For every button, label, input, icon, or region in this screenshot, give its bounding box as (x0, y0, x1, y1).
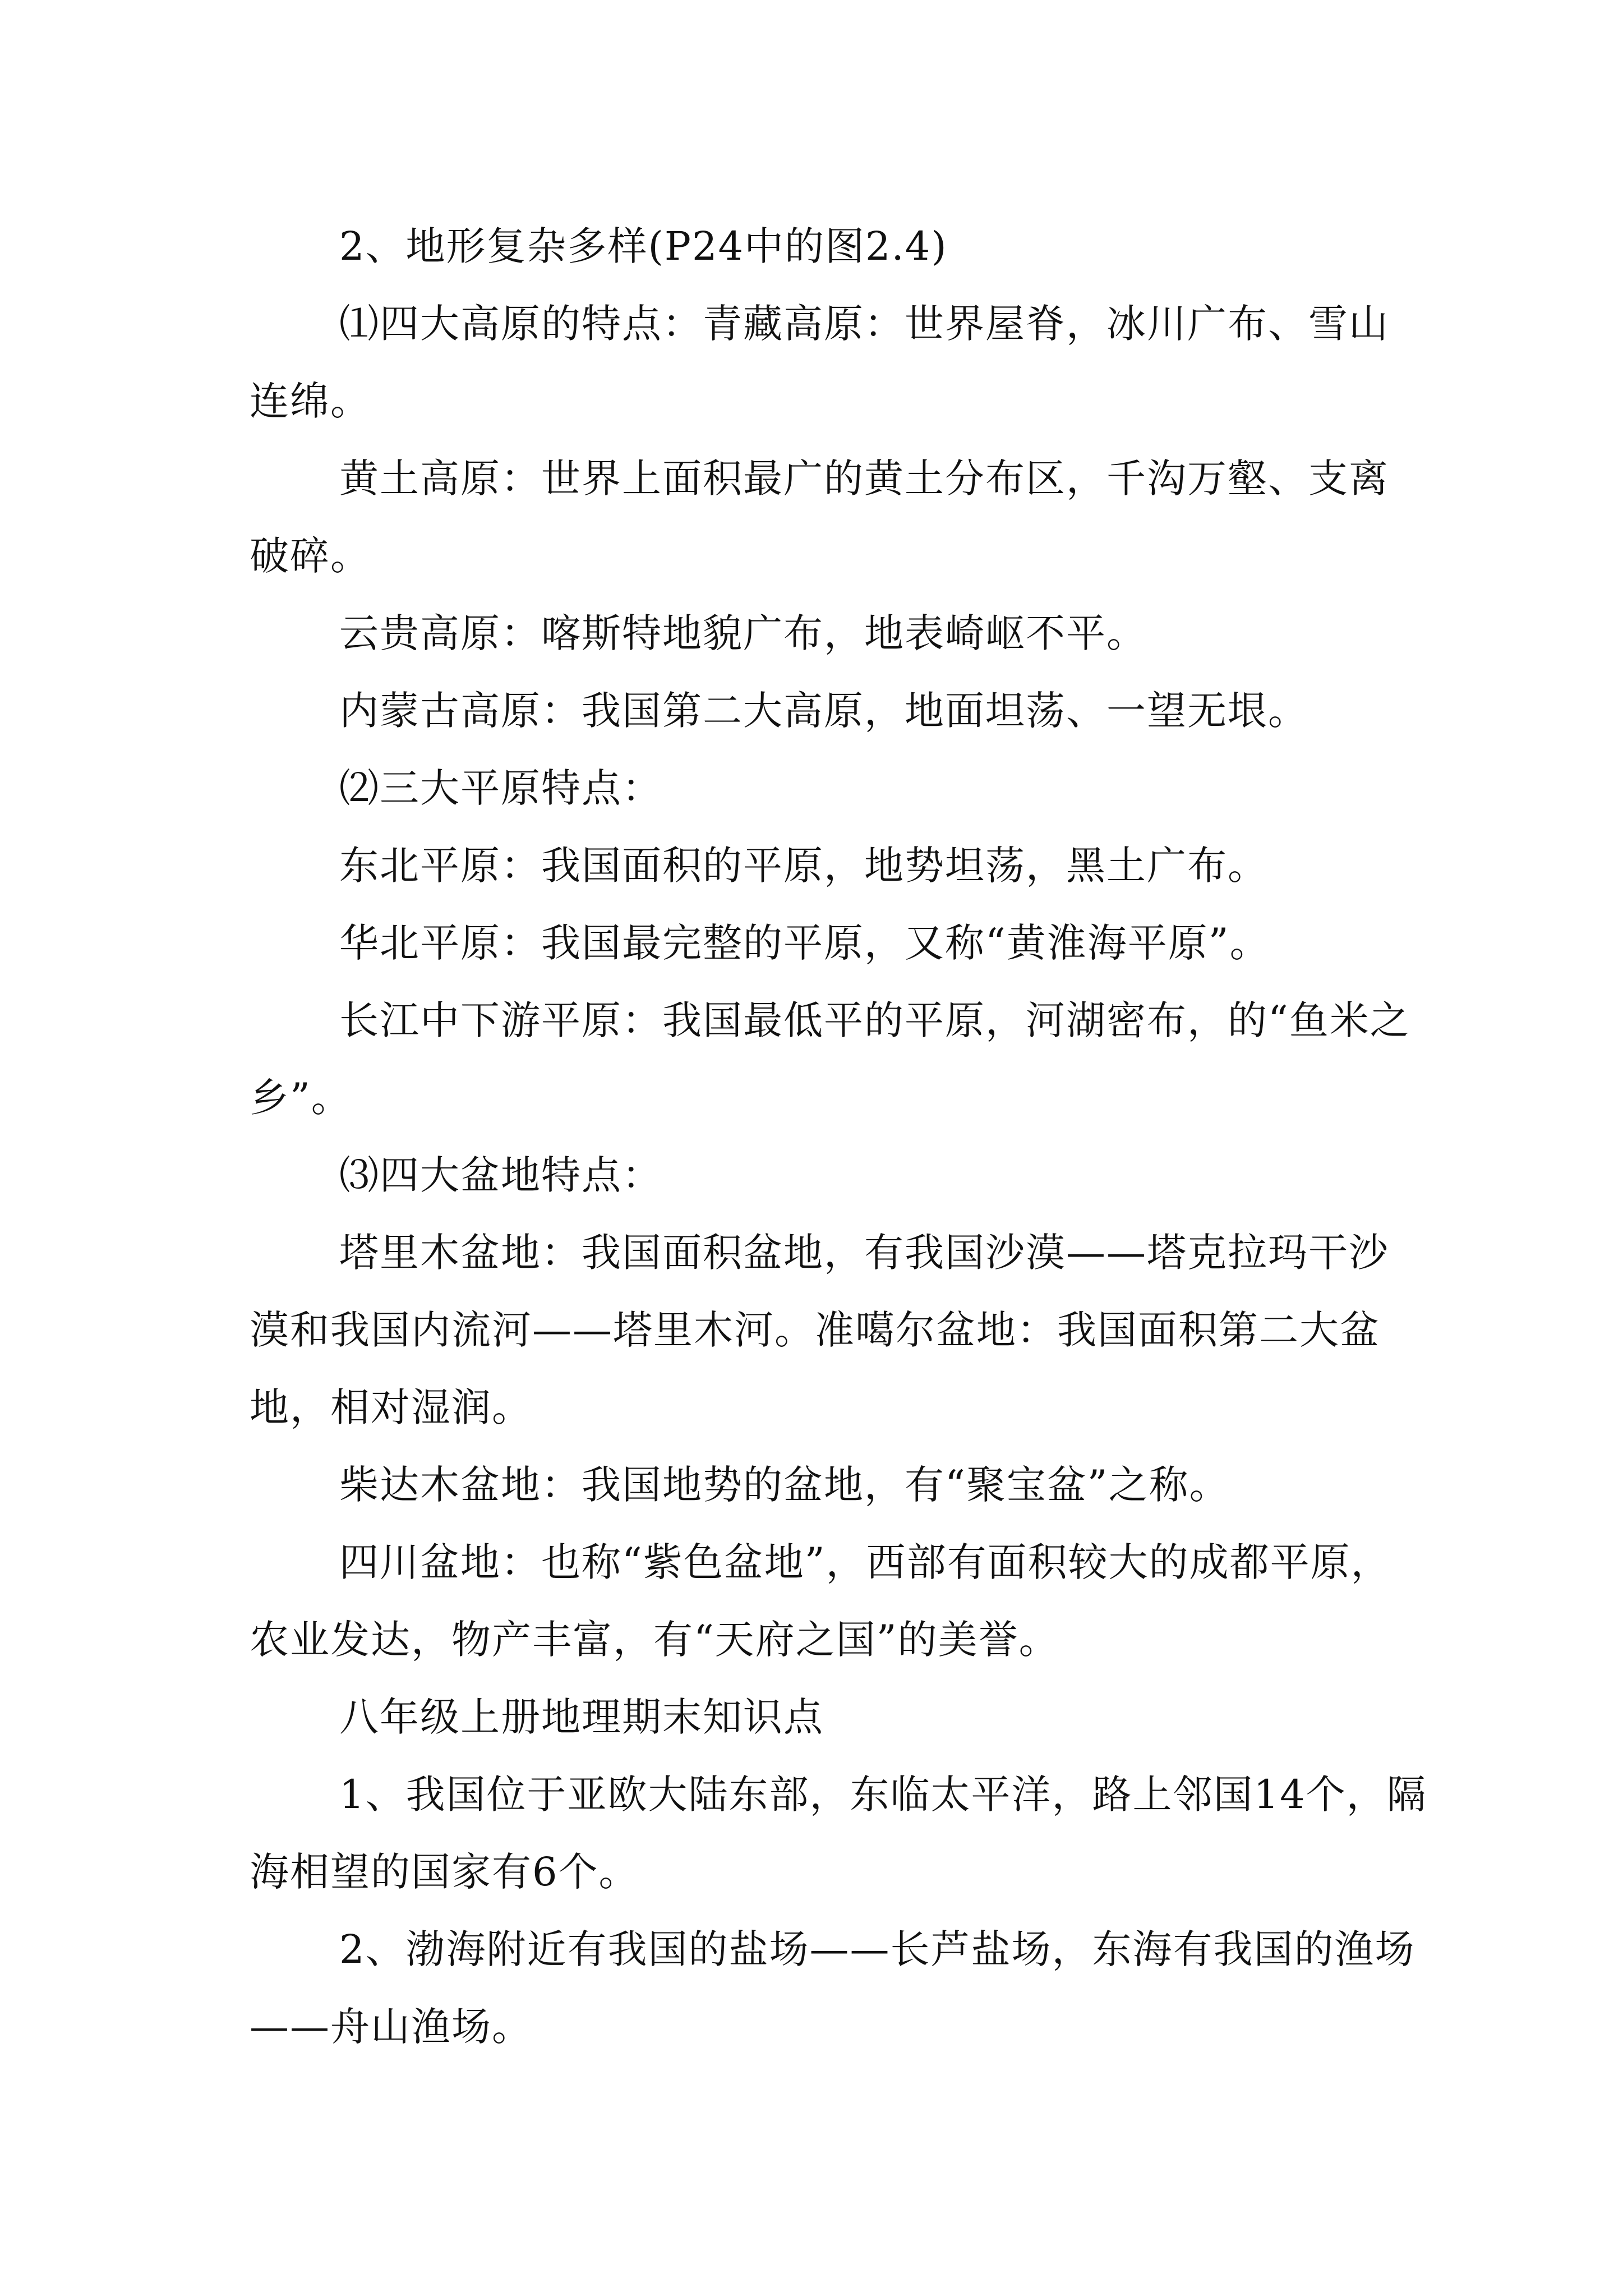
paragraph-saltworks-fishery: 2、渤海附近有我国的盐场——长芦盐场，东海有我国的渔场——舟山渔场。 (250, 1926, 1415, 2050)
paragraph-four-plateaus: ⑴四大高原的特点：青藏高原：世界屋脊，冰川广布、雪山连绵。 (250, 301, 1389, 424)
paragraph-landform-heading: 2、地形复杂多样(P24中的图2.4) (339, 223, 948, 269)
paragraph-loess-plateau: 黄土高原：世界上面积最广的黄土分布区，千沟万壑、支离破碎。 (250, 455, 1389, 579)
paragraph-yangtze-plain: 长江中下游平原：我国最低平的平原，河湖密布，的“鱼米之乡”。 (250, 997, 1410, 1121)
paragraph-three-plains-heading: ⑵三大平原特点： (339, 765, 662, 811)
paragraph-northeast-plain: 东北平原：我国面积的平原，地势坦荡，黑土广布。 (339, 843, 1268, 889)
paragraph-inner-mongolia-plateau: 内蒙古高原：我国第二大高原，地面坦荡、一望无垠。 (339, 688, 1308, 734)
paragraph-section-title: 八年级上册地理期末知识点 (339, 1694, 824, 1740)
paragraph-sichuan-basin: 四川盆地：也称“紫色盆地”，西部有面积较大的成都平原，农业发达，物产丰富，有“天府之国”的美誉。 (250, 1539, 1391, 1663)
paragraph-north-china-plain: 华北平原：我国最完整的平原，又称“黄淮海平原”。 (339, 920, 1270, 966)
paragraph-yungui-plateau: 云贵高原：喀斯特地貌广布，地表崎岖不平。 (339, 610, 1147, 656)
paragraph-tarim-basin: 塔里木盆地：我国面积盆地，有我国沙漠——塔克拉玛干沙漠和我国内流河——塔里木河。准噶尔盆地：我国面积第二大盆地，相对湿润。 (250, 1230, 1389, 1430)
document-body (250, 208, 1427, 2065)
paragraph-four-basins-heading: ⑶四大盆地特点： (339, 1152, 662, 1198)
paragraph-qaidam-basin: 柴达木盆地：我国地势的盆地，有“聚宝盆”之称。 (339, 1462, 1230, 1508)
paragraph-location: 1、我国位于亚欧大陆东部，东临太平洋，路上邻国14个，隔海相望的国家有6个。 (250, 1772, 1427, 1895)
